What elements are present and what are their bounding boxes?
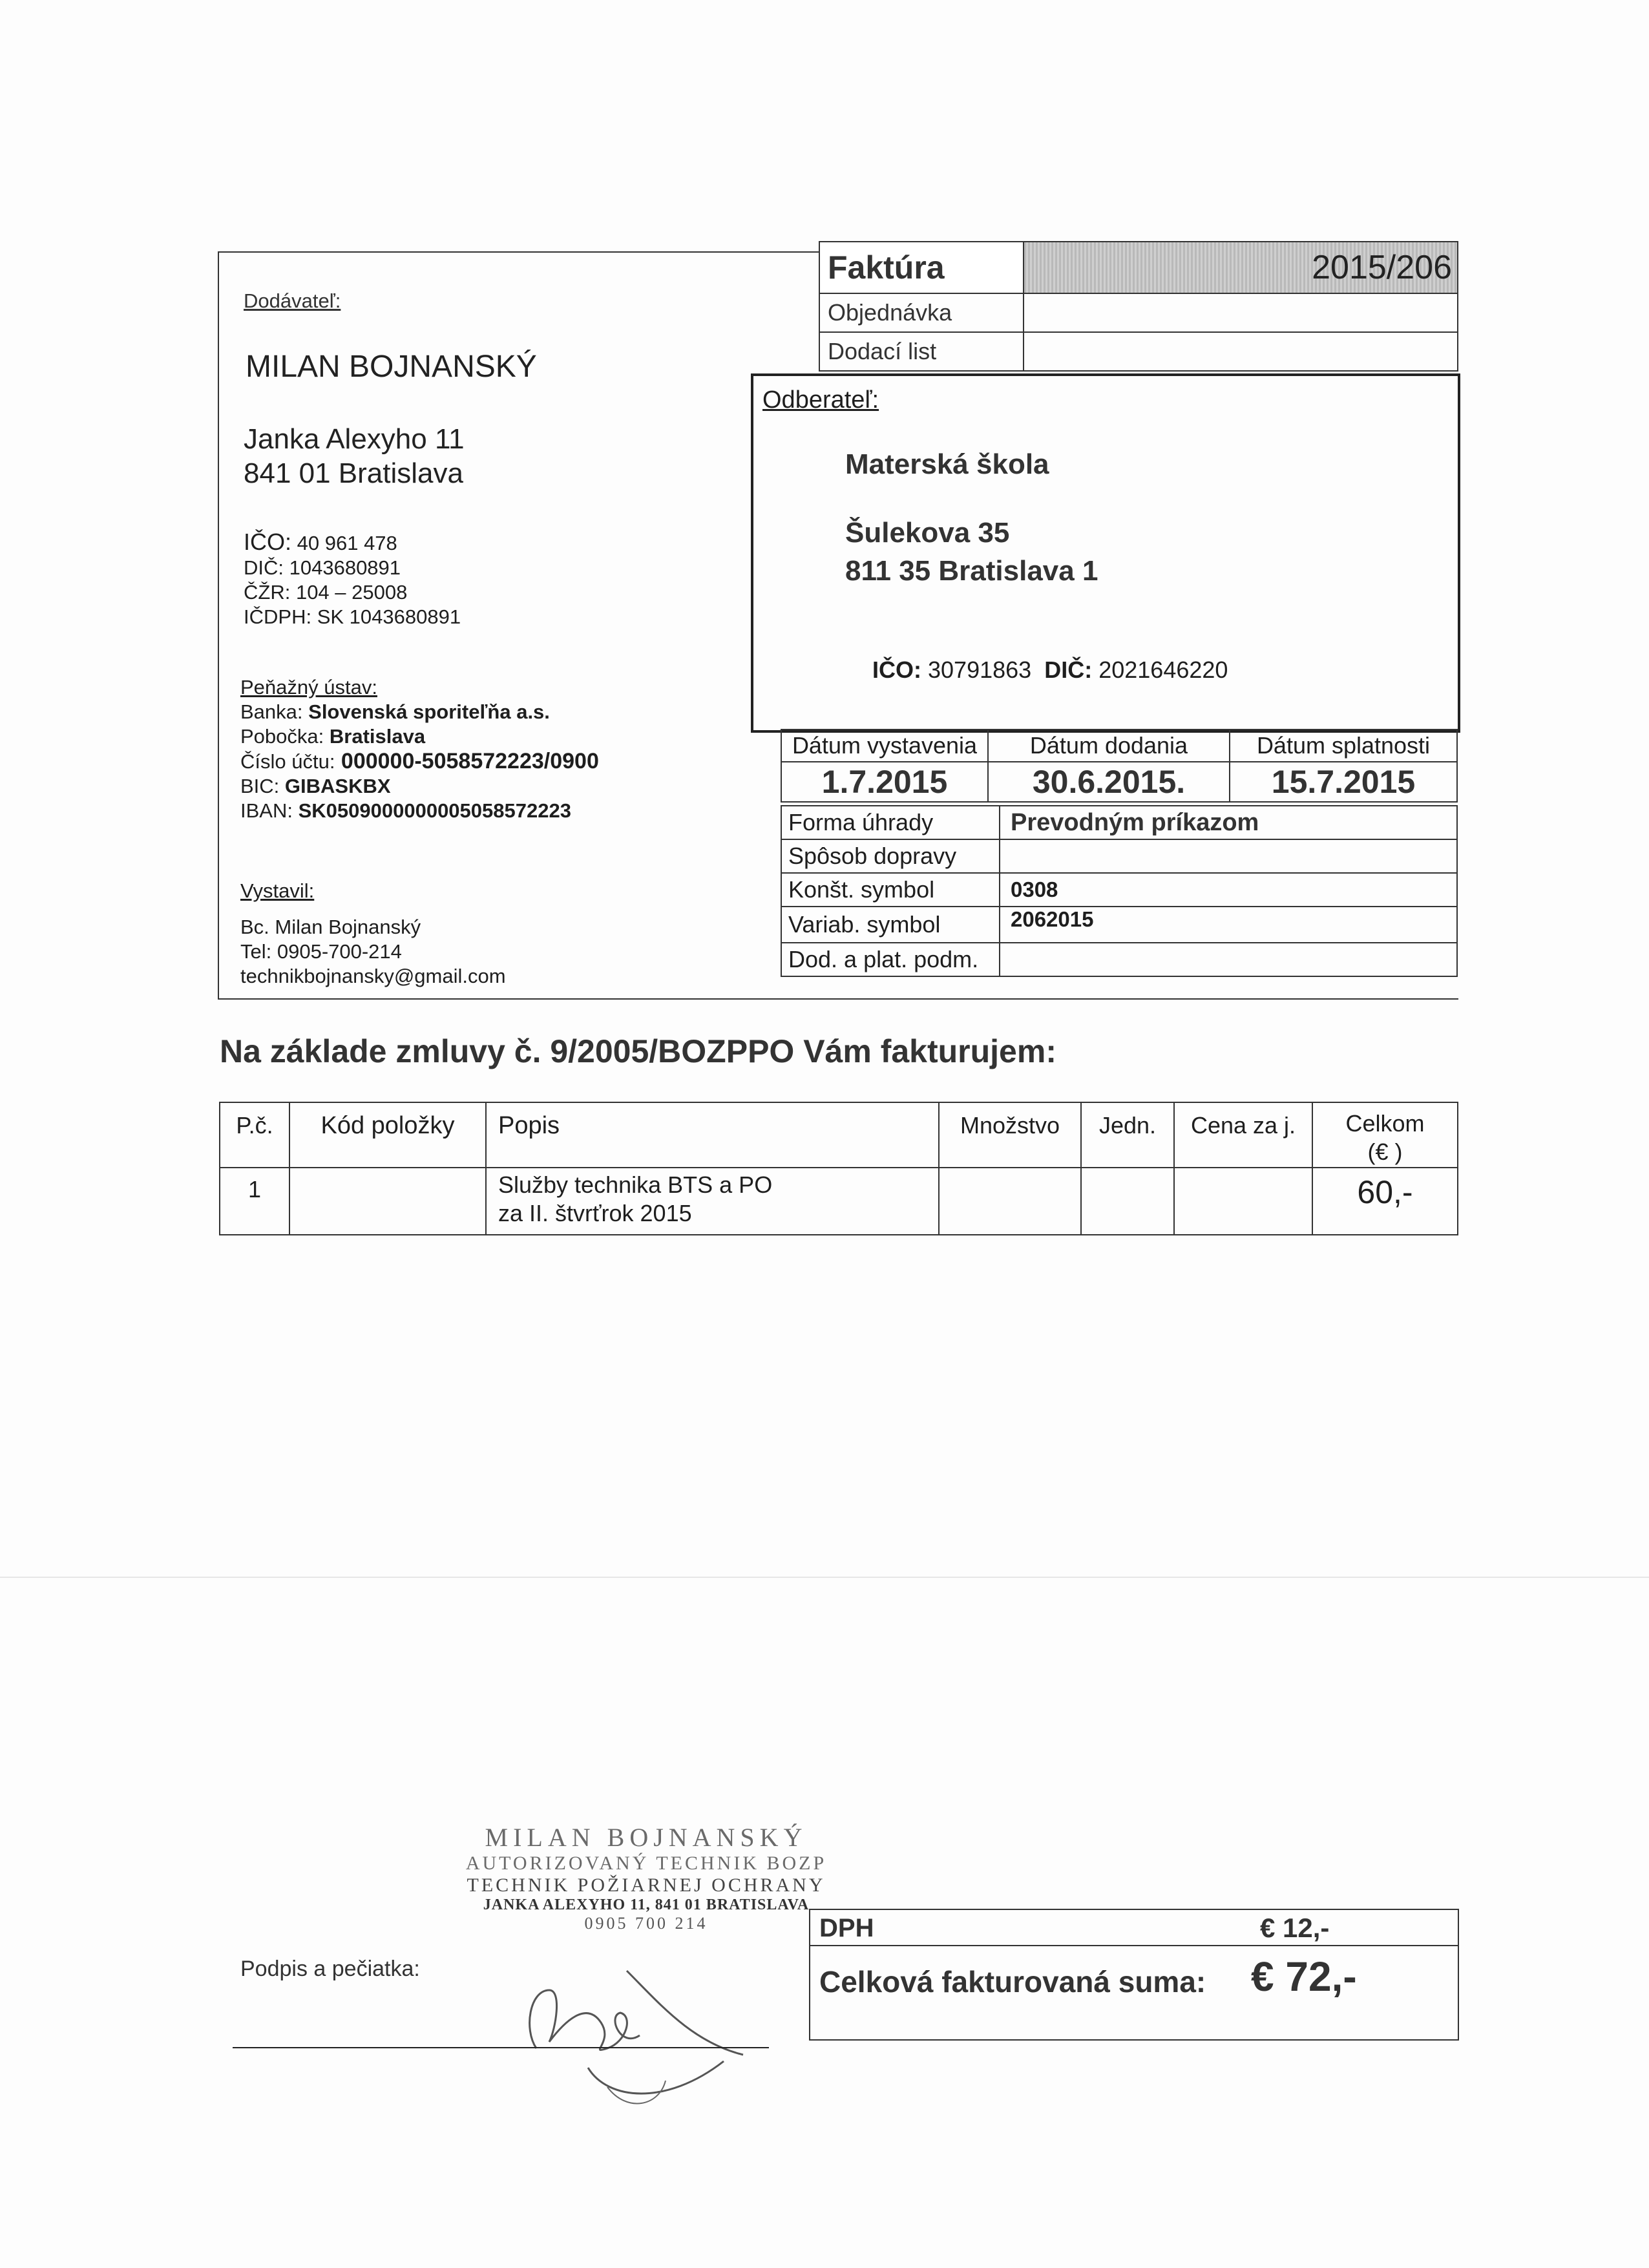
col-header-total	[1312, 1102, 1458, 1168]
var-symbol: 2062015	[1000, 907, 1457, 943]
col-header-desc: Popis	[486, 1102, 939, 1168]
row-desc-line1: Služby technika BTS a PO	[498, 1171, 773, 1198]
supplier-name: MILAN BOJNANSKÝ	[246, 350, 537, 384]
invoice-header-table	[819, 241, 1458, 372]
stamp-line5: 0905 700 214	[584, 1914, 708, 1933]
row-total: 60,-	[1312, 1168, 1458, 1235]
row-qty	[939, 1168, 1081, 1235]
col-header-code: Kód položky	[289, 1102, 486, 1168]
invoice-title: Faktúra	[819, 242, 1024, 293]
delivered-label: Dátum dodania	[988, 730, 1230, 762]
table-row	[220, 1168, 1458, 1235]
icdph-label: IČDPH:	[244, 605, 312, 628]
issuer-block	[240, 879, 506, 989]
issued-label: Dátum vystavenia	[781, 730, 988, 762]
col-header-price: Cena za j.	[1174, 1102, 1312, 1168]
fold-line	[0, 1577, 1649, 1578]
signature-line	[233, 2047, 769, 2048]
col-header-no: P.č.	[220, 1102, 289, 1168]
totals-divider	[810, 1945, 1458, 1946]
issuer-email: technikbojnansky@gmail.com	[240, 965, 506, 987]
ico-label: IČO:	[244, 529, 292, 555]
account-label: Číslo účtu:	[240, 750, 335, 773]
supplier-ids	[244, 529, 461, 629]
total-label: Celková fakturovaná suma:	[819, 1965, 1206, 1999]
items-table	[219, 1102, 1458, 1235]
bank-bic: GIBASKBX	[284, 775, 391, 797]
customer-dic-label: DIČ:	[1044, 656, 1093, 683]
issuer-heading: Vystavil:	[240, 879, 315, 902]
stamp-line1: MILAN BOJNANSKÝ	[485, 1823, 808, 1852]
issued-date: 1.7.2015	[781, 762, 988, 802]
bank-name: Slovenská sporiteľňa a.s.	[308, 700, 550, 723]
terms-value	[1000, 943, 1457, 976]
top-border	[218, 251, 819, 253]
bottom-border	[218, 998, 1458, 1000]
col-header-unit: Jedn.	[1081, 1102, 1174, 1168]
bank-account: 000000-5058572223/0900	[341, 749, 599, 773]
company-stamp	[446, 1822, 846, 1933]
customer-name: Materská škola	[845, 448, 1049, 480]
row-desc-line2: za II. štvrťrok 2015	[498, 1200, 692, 1226]
items-header-row	[220, 1102, 1458, 1168]
supplier-dic: 1043680891	[289, 556, 401, 579]
signature-scribble	[510, 1951, 782, 2113]
const-symbol-label: Konšt. symbol	[781, 873, 1000, 907]
customer-street: Šulekova 35	[845, 517, 1010, 549]
customer-ids	[872, 656, 1228, 684]
supplier-czr: 104 – 25008	[295, 581, 408, 604]
customer-heading: Odberateľ:	[762, 386, 879, 414]
bic-label: BIC:	[240, 775, 280, 797]
invoice-number: 2015/206	[1024, 242, 1458, 293]
branch-label: Pobočka:	[240, 725, 324, 748]
stamp-line2: AUTORIZOVANÝ TECHNIK BOZP	[465, 1853, 827, 1874]
col-header-total-currency: (€ )	[1367, 1139, 1403, 1165]
terms-label: Dod. a plat. podm.	[781, 943, 1000, 976]
supplier-icdph: SK 1043680891	[317, 605, 461, 628]
delivery-note-label: Dodací list	[819, 332, 1024, 371]
order-value	[1024, 293, 1458, 332]
supplier-city: 841 01 Bratislava	[244, 457, 463, 489]
supplier-ico: 40 961 478	[297, 532, 397, 554]
method-label: Forma úhrady	[781, 806, 1000, 839]
customer-ico-label: IČO:	[872, 656, 921, 683]
customer-city: 811 35 Bratislava 1	[845, 555, 1098, 587]
vat-label: DPH	[819, 1914, 874, 1942]
row-unit	[1081, 1168, 1174, 1235]
total-amount: € 72,-	[1251, 1953, 1357, 2000]
transport-label: Spôsob dopravy	[781, 839, 1000, 873]
supplier-street: Janka Alexyho 11	[244, 423, 465, 455]
signature-label: Podpis a pečiatka:	[240, 1957, 420, 1981]
payment-table	[781, 805, 1458, 977]
bank-branch: Bratislava	[329, 725, 426, 748]
issuer-name: Bc. Milan Bojnanský	[240, 916, 421, 938]
bank-label: Banka:	[240, 700, 303, 723]
customer-ico: 30791863	[928, 656, 1032, 683]
supplier-heading: Dodávateľ:	[244, 289, 341, 312]
due-date: 15.7.2015	[1230, 762, 1457, 802]
vat-amount: € 12,-	[1260, 1913, 1330, 1943]
transport-value	[1000, 839, 1457, 873]
due-label: Dátum splatnosti	[1230, 730, 1457, 762]
const-symbol: 0308	[1000, 873, 1457, 907]
bank-iban: SK0509000000005058572223	[298, 799, 571, 822]
payment-method: Prevodným príkazom	[1000, 806, 1457, 839]
intro-text: Na základe zmluvy č. 9/2005/BOZPPO Vám fakturujem:	[220, 1033, 1056, 1069]
czr-label: ČŽR:	[244, 581, 291, 604]
bank-block	[240, 675, 599, 823]
row-no: 1	[220, 1168, 289, 1235]
iban-label: IBAN:	[240, 799, 293, 822]
row-desc	[486, 1168, 939, 1235]
row-price	[1174, 1168, 1312, 1235]
dic-label: DIČ:	[244, 556, 284, 579]
var-symbol-label: Variab. symbol	[781, 907, 1000, 943]
customer-box	[751, 373, 1460, 733]
customer-dic: 2021646220	[1098, 656, 1228, 683]
row-code	[289, 1168, 486, 1235]
issuer-phone: Tel: 0905-700-214	[240, 940, 402, 963]
col-header-total-label: Celkom	[1345, 1110, 1425, 1137]
bank-heading: Peňažný ústav:	[240, 676, 377, 698]
col-header-qty: Množstvo	[939, 1102, 1081, 1168]
delivery-note-value	[1024, 332, 1458, 371]
stamp-line4: JANKA ALEXYHO 11, 841 01 BRATISLAVA	[483, 1896, 810, 1913]
dates-payment-table	[781, 729, 1458, 803]
totals-box	[809, 1909, 1459, 2041]
delivered-date: 30.6.2015.	[988, 762, 1230, 802]
stamp-line3: TECHNIK POŽIARNEJ OCHRANY	[467, 1874, 826, 1896]
order-label: Objednávka	[819, 293, 1024, 332]
left-border	[218, 251, 219, 1000]
